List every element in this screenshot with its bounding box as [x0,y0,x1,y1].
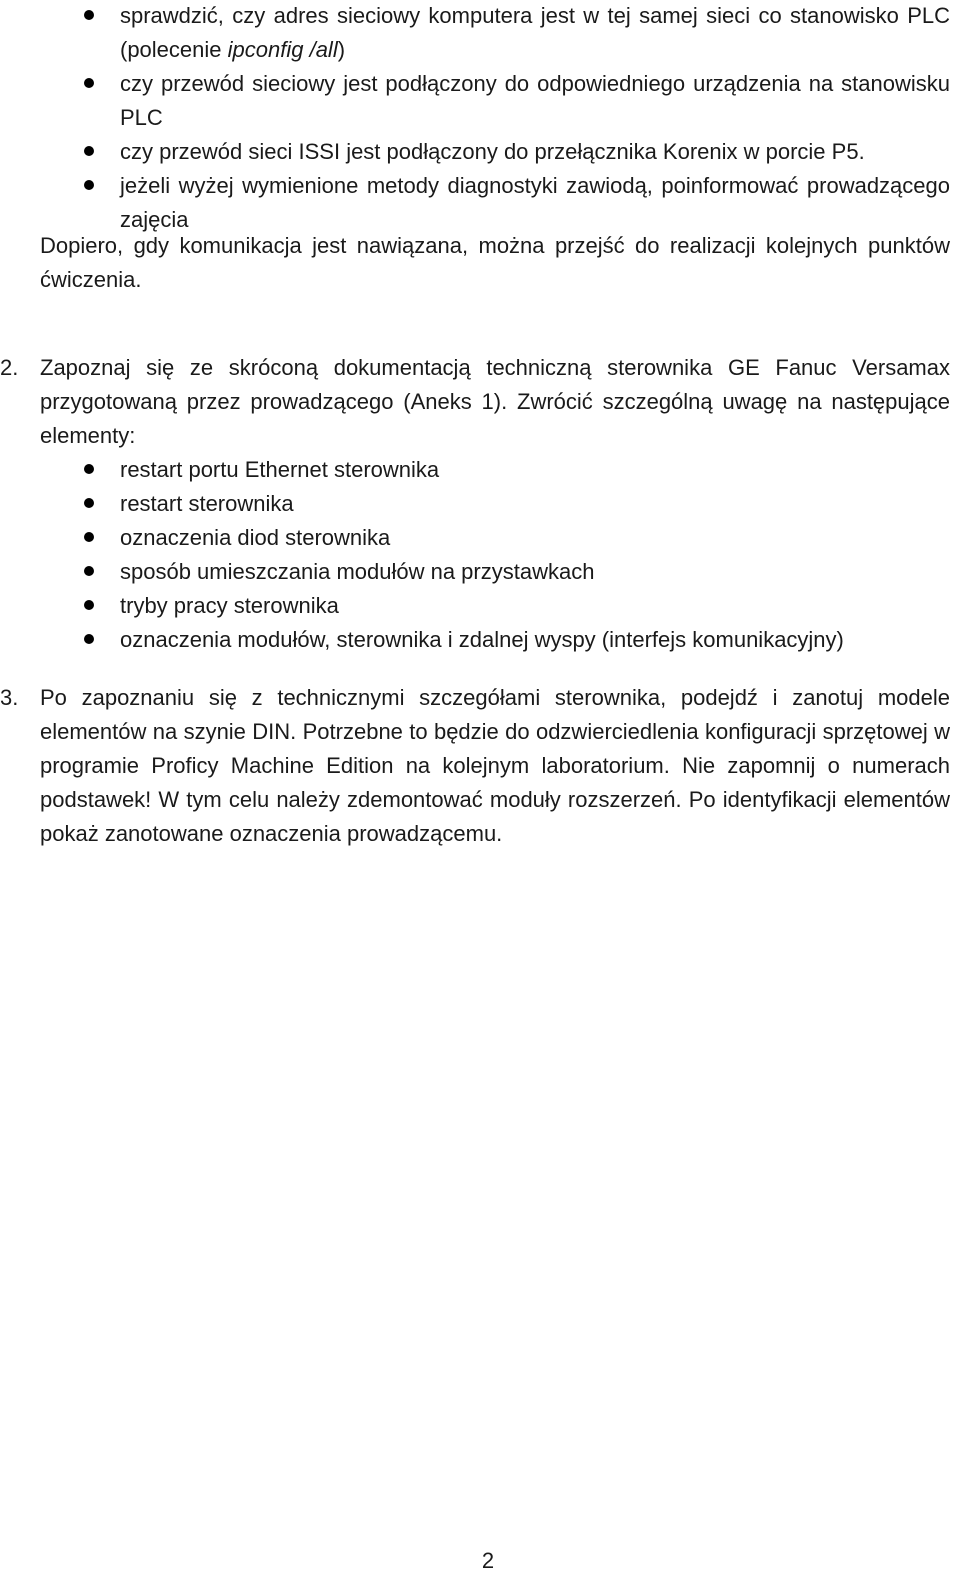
section-number: 2. [0,355,19,380]
list-item-text: jeżeli wyżej wymienione metody diagnostyki zawiodą, poinformować prowadzącego zajęcia [120,173,950,232]
bullet-icon [84,532,94,542]
list-item-text: tryby pracy sterownika [120,593,339,618]
section-number: 3. [0,685,19,710]
list-item [0,487,960,521]
top-bullet-list [0,0,960,237]
list-item [0,169,960,237]
list-item-text: sprawdzić, czy adres sieciowy komputera jest w tej samej sieci co stanowisko PLC (polecenie [120,3,950,62]
list-item [0,67,960,135]
section-text: Po zapoznaniu się z technicznymi szczegółami sterownika, podejdź i zanotuj modele elementów na szynie DIN. Potrzebne to będzie do odzwierciedlenia konfiguracji sprzętowej w programie Proficy Machine Edition na kolejnym laboratorium. Nie zapomnij o numerach podstawek! W tym celu należy zdemontować moduły rozszerzeń. Po identyfikacji elementów pokaż zanotowane oznaczenia prowadzącemu. [40,685,950,846]
list-item [0,135,960,169]
section-2 [0,351,960,657]
bullet-icon [84,180,94,190]
bullet-icon [84,566,94,576]
bullet-icon [84,146,94,156]
list-item-text: czy przewód sieciowy jest podłączony do odpowiedniego urządzenia na stanowisku PLC [120,71,950,130]
list-item-text: oznaczenia diod sterownika [120,525,391,550]
command-text: ipconfig /all [227,37,338,62]
list-item [0,0,960,67]
bullet-icon [84,464,94,474]
list-item [0,521,960,555]
bullet-icon [84,600,94,610]
bullet-icon [84,498,94,508]
list-item-text: sposób umieszczania modułów na przystawkach [120,559,595,584]
bullet-icon [84,634,94,644]
list-item-text: restart portu Ethernet sterownika [120,457,440,482]
list-item-text: restart sterownika [120,491,294,516]
bullet-icon [84,78,94,88]
bullet-icon [84,10,94,20]
paragraph-communication: Dopiero, gdy komunikacja jest nawiązana, można przejść do realizacji kolejnych punktów ćwiczenia. [40,233,950,292]
list-item [0,623,960,657]
section-text: Zapoznaj się ze skróconą dokumentacją techniczną sterownika GE Fanuc Versamax przygotowaną przez prowadzącego (Aneks 1). Zwrócić szczególną uwagę na następujące elementy: [40,355,950,448]
list-item-text: ) [337,37,346,62]
list-item [0,453,960,487]
section-2-bullet-list [0,453,960,657]
list-item-text: czy przewód sieci ISSI jest podłączony do przełącznika Korenix w porcie P5. [120,139,865,164]
section-3 [0,681,960,851]
page-number: 2 [481,1548,495,1573]
list-item [0,555,960,589]
list-item-text: oznaczenia modułów, sterownika i zdalnej wyspy (interfejs komunikacyjny) [120,627,844,652]
list-item [0,589,960,623]
